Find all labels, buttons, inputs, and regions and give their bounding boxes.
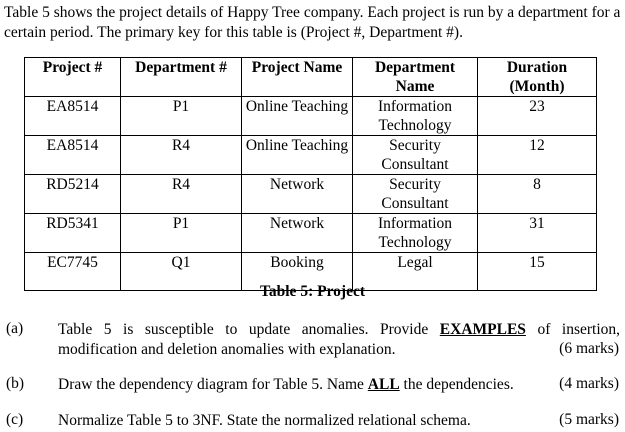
question-a-line1 <box>58 320 620 340</box>
question-a-text <box>58 320 620 360</box>
question-a-marks: (6 marks) <box>559 340 619 357</box>
cell-department-number: Q1 <box>121 253 242 291</box>
cell-department-number: P1 <box>121 97 242 136</box>
cell-project-number: RD5341 <box>25 214 121 253</box>
cell-duration: 8 <box>478 175 597 214</box>
table-row <box>25 97 597 136</box>
question-a-text-part1: Table 5 is susceptible to update anomalies. Provide <box>58 321 429 338</box>
cell-department-number: P1 <box>121 214 242 253</box>
table-row <box>25 175 597 214</box>
cell-project-name: Booking <box>242 253 353 291</box>
cell-project-name: Network <box>242 214 353 253</box>
question-b-emphasis: ALL <box>367 376 400 393</box>
cell-department-name: Legal <box>353 253 478 291</box>
header-department-name: Department Name <box>353 58 478 97</box>
cell-duration: 15 <box>478 253 597 291</box>
cell-department-name: Information Technology <box>353 214 478 253</box>
header-department-number: Department # <box>121 58 242 97</box>
cell-project-name: Online Teaching <box>242 136 353 175</box>
question-a-text-part2: of insertion, <box>537 321 621 338</box>
cell-duration: 31 <box>478 214 597 253</box>
cell-project-number: EC7745 <box>25 253 121 291</box>
question-b-label: (b) <box>6 375 25 392</box>
header-project-name: Project Name <box>242 58 353 97</box>
question-c-text: Normalize Table 5 to 3NF. State the normalized relational schema. <box>58 412 471 429</box>
question-a-emphasis: EXAMPLES <box>439 321 526 338</box>
header-duration: Duration (Month) <box>478 58 597 97</box>
question-c-marks: (5 marks) <box>559 411 619 428</box>
cell-project-name: Online Teaching <box>242 97 353 136</box>
table-row <box>25 136 597 175</box>
question-b-text-part1: Draw the dependency diagram for Table 5. Name <box>58 376 364 393</box>
cell-project-name: Network <box>242 175 353 214</box>
question-a-line2: modification and deletion anomalies with explanation. <box>58 341 396 358</box>
cell-department-number: R4 <box>121 136 242 175</box>
project-table <box>24 57 597 291</box>
question-c-label: (c) <box>6 411 24 428</box>
table-header-row <box>25 58 597 97</box>
cell-department-name: Security Consultant <box>353 136 478 175</box>
cell-department-name: Security Consultant <box>353 175 478 214</box>
question-b-text <box>58 375 620 395</box>
cell-duration: 12 <box>478 136 597 175</box>
question-a-label: (a) <box>6 320 24 337</box>
question-b-marks: (4 marks) <box>559 375 619 392</box>
cell-department-name: Information Technology <box>353 97 478 136</box>
question-b-text-part2: the dependencies. <box>403 376 514 393</box>
cell-department-number: R4 <box>121 175 242 214</box>
cell-project-number: EA8514 <box>25 97 121 136</box>
cell-project-number: RD5214 <box>25 175 121 214</box>
cell-project-number: EA8514 <box>25 136 121 175</box>
table-caption: Table 5: Project <box>259 283 366 300</box>
cell-duration: 23 <box>478 97 597 136</box>
table-row <box>25 214 597 253</box>
header-project-number: Project # <box>25 58 121 97</box>
intro-paragraph: Table 5 shows the project details of Happy Tree company. Each project is run by a department for a certain period. The primary key for this table is (Project #, Department #). <box>4 4 621 41</box>
